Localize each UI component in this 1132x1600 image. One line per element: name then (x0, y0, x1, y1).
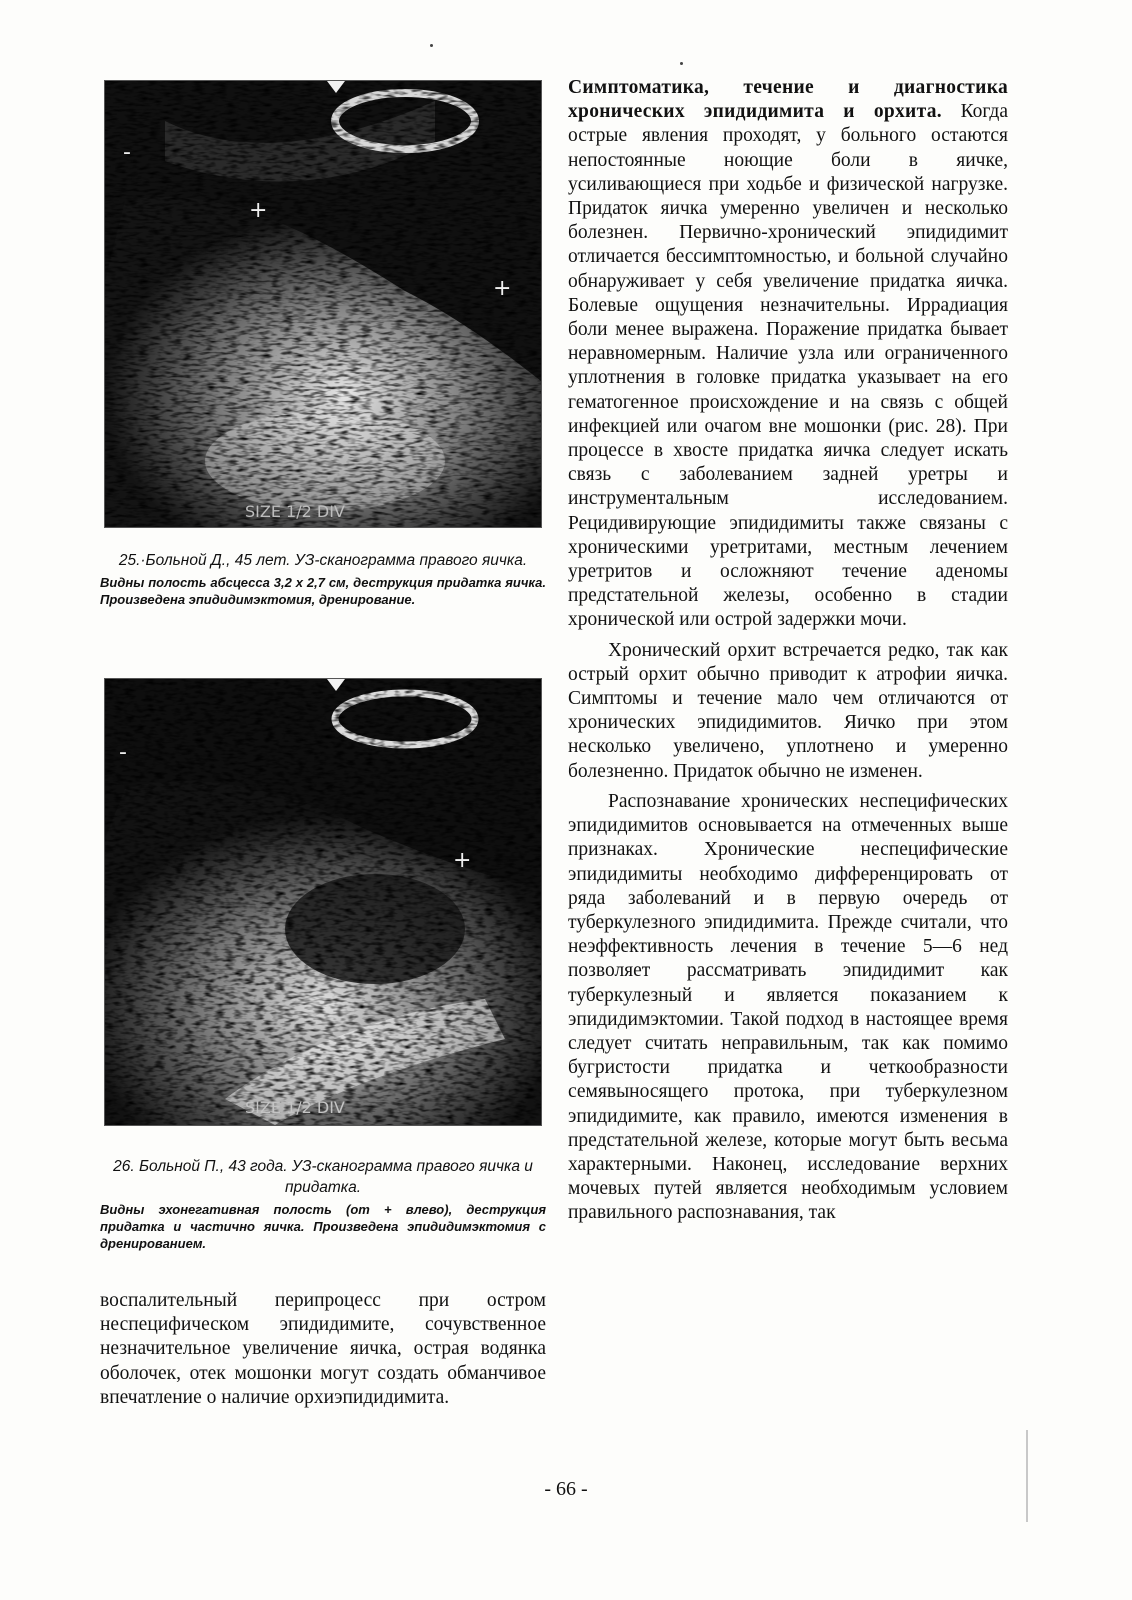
scan-overlay-text: SIZE 1/2 DIV (245, 502, 345, 521)
section-paragraph-1 (568, 76, 1008, 633)
svg-text:-: - (123, 140, 131, 165)
section-heading: Симптоматика, течение и диагностика хронических эпидидимита и орхита. (568, 77, 1008, 123)
svg-text:+: + (249, 198, 268, 223)
section-paragraph-2: Хронический орхит встречается редко, так как острый орхит обычно приводит к атрофии яичка. Симптомы и течение мало чем отличаются от хронических эпидидимитов. Яичко при этом несколько увеличено, уплотнено и умеренно болезненно. Придаток обычно не изменен. (568, 639, 1008, 782)
caption-title: 26. Больной П., 43 года. УЗ-сканограмма правого яичка и придатка. (113, 1158, 533, 1196)
paragraph-1-text: Когда острые явления проходят, у больного остаются непостоянные ноющие боли в яичке, усиливающиеся при ходьбе и физической нагрузке. Придаток яичка умеренно увеличен и несколько болезнен. Первично-хронический эпидидимит отличается бессимптомностью, и больной случайно обнаруживает у себя увеличение придатка яичка. Болевые ощущения незначительны. Иррадиация боли менее выражена. Поражение придатка бывает неравномерным. Наличие узла или ограниченного уплотнения в головке придатка указывает на его гематогенное происхождение и на связь с общей инфекцией или очагом вне мошонки (рис. 28). При процессе в хвосте придатка яичка следует искать связь с заболеванием задней уретры и инструментальным исследованием. Рецидивирующие эпидидимиты также связаны с хроническими уретритами, местным лечением уретритов и осложняют течение аденомы предстательной железы, особенно в стадии хронической или острой задержки мочи. (568, 101, 1008, 631)
figure-26-caption (100, 1156, 546, 1252)
svg-text:-: - (119, 740, 127, 765)
figure-25-caption (100, 550, 546, 608)
scan-speck (430, 44, 433, 47)
caption-title: 25.·Больной Д., 45 лет. УЗ-сканограмма правого яичка. (118, 552, 528, 569)
section-paragraph-3: Распознавание хронических неспецифических эпидидимитов основывается на отмеченных выше признаках. Хронические неспецифические эпидидимиты необходимо дифференцировать от ряда заболеваний и в первую очередь от туберкулезного эпидидимита. Прежде считали, что неэффективность лечения в течение 5—6 нед позволяет рассматривать эпидидимит как туберкулезный и является показанием к эпидидимэктомии. Такой подход в настоящее время следует считать неправильным, так как помимо бугристости придатка и четкообразности семявыносящего протока, при туберкулезном эпидидимите, как правило, имеются изменения в предстательной железе, которые могут быть весьма характерными. Наконец, исследование верхних мочевых путей является необходимым условием правильного распознавания, так (568, 790, 1008, 1224)
page-number: - 66 - (544, 1478, 588, 1500)
svg-text:+: + (453, 848, 472, 873)
left-column-text (100, 1289, 546, 1410)
svg-text:+: + (493, 276, 512, 301)
caption-text: Видны полость абсцесса 3,2 х 2,7 см, деструкция придатка яичка. Произведена эпидидимэктомия, дренирование. (100, 575, 546, 607)
right-column (568, 76, 1008, 1226)
scan-speck (680, 62, 683, 65)
ultrasound-scan-25 (104, 80, 542, 528)
ultrasound-scan-26 (104, 678, 542, 1126)
scan-overlay-text: SIZE 1/2 DIV (245, 1098, 345, 1117)
caption-text: Видны эхонегативная полость (от + влево), деструкция придатка и частично яичка. Произведена эпидидимэктомия с дренированием. (100, 1202, 546, 1251)
left-paragraph: воспалительный перипроцесс при остром неспецифическом эпидидимите, сочувственное незначительное увеличение яичка, острая водянка оболочек, отек мошонки могут создать обманчивое впечатление о наличие орхиэпидидимита. (100, 1290, 546, 1408)
scan-edge-artifact (1026, 1430, 1028, 1522)
